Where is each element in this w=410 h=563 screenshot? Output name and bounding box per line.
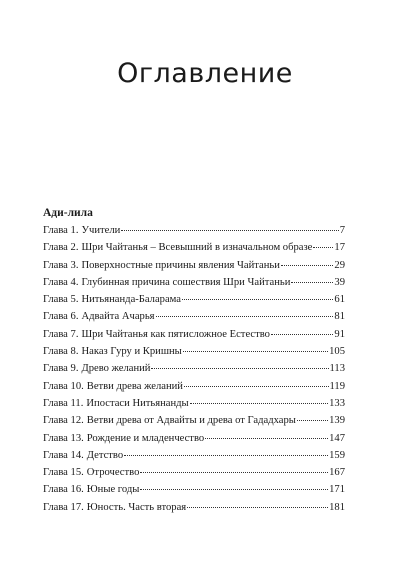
toc-entry bbox=[43, 481, 345, 498]
toc-entry bbox=[43, 257, 345, 274]
toc-entry bbox=[43, 430, 345, 447]
toc-chapter-number: Глава 6. bbox=[43, 311, 79, 323]
toc-entry bbox=[43, 326, 345, 343]
toc-dot-leader bbox=[151, 368, 328, 369]
toc-chapter-number: Глава 5. bbox=[43, 294, 79, 306]
toc-chapter-title: Ипостаси Нитьянанды bbox=[86, 397, 189, 409]
toc-page-number: 17 bbox=[334, 242, 345, 254]
toc-entry bbox=[43, 360, 345, 377]
toc-chapter-number: Глава 9. bbox=[43, 363, 79, 375]
toc-entry bbox=[43, 447, 345, 464]
toc-chapter-number: Глава 11. bbox=[43, 397, 84, 409]
toc-entry bbox=[43, 343, 345, 360]
toc-chapter-title: Отрочество bbox=[86, 467, 140, 479]
toc-entry bbox=[43, 291, 345, 308]
toc-dot-leader bbox=[124, 455, 328, 456]
toc-dot-leader bbox=[121, 230, 338, 231]
toc-dot-leader bbox=[140, 489, 328, 490]
toc-chapter-number: Глава 4. bbox=[43, 276, 79, 288]
toc-chapter-number: Глава 1. bbox=[43, 225, 79, 236]
toc-entry bbox=[43, 464, 345, 481]
table-of-contents bbox=[43, 222, 345, 516]
toc-dot-leader bbox=[140, 472, 328, 473]
toc-entry bbox=[43, 308, 345, 325]
toc-chapter-number: Глава 7. bbox=[43, 328, 79, 340]
toc-page-number: 29 bbox=[334, 259, 345, 271]
toc-page-number: 147 bbox=[329, 432, 345, 444]
toc-page-number: 119 bbox=[329, 380, 345, 392]
toc-entry bbox=[43, 274, 345, 291]
toc-chapter-number: Глава 8. bbox=[43, 346, 79, 358]
toc-page-number: 113 bbox=[329, 363, 345, 375]
toc-page-number: 171 bbox=[329, 484, 345, 496]
toc-chapter-title: Учители bbox=[81, 225, 121, 236]
toc-page-number: 7 bbox=[339, 225, 345, 236]
toc-page-number: 105 bbox=[329, 346, 345, 358]
toc-chapter-title: Древо желаний bbox=[81, 363, 151, 375]
toc-chapter-number: Глава 17. bbox=[43, 501, 84, 513]
toc-chapter-title: Адвайта Ачарья bbox=[81, 311, 155, 323]
toc-dot-leader bbox=[190, 403, 328, 404]
toc-chapter-number: Глава 13. bbox=[43, 432, 84, 444]
toc-page-number: 61 bbox=[334, 294, 345, 306]
toc-page-number: 91 bbox=[334, 328, 345, 340]
page-title: Оглавление bbox=[117, 58, 293, 89]
toc-dot-leader bbox=[183, 351, 328, 352]
toc-entry bbox=[43, 412, 345, 429]
toc-chapter-title: Ветви древа желаний bbox=[86, 380, 183, 392]
toc-page-number: 159 bbox=[329, 449, 345, 461]
toc-dot-leader bbox=[313, 247, 333, 248]
toc-chapter-title: Глубинная причина сошествия Шри Чайтаньи bbox=[81, 276, 291, 288]
toc-dot-leader bbox=[205, 438, 328, 439]
toc-dot-leader bbox=[184, 386, 329, 387]
toc-chapter-title: Шри Чайтанья как пятисложное Естество bbox=[81, 328, 270, 340]
toc-dot-leader bbox=[187, 507, 328, 508]
toc-page-number: 139 bbox=[329, 415, 345, 427]
toc-dot-leader bbox=[156, 316, 334, 317]
toc-dot-leader bbox=[182, 299, 333, 300]
toc-entry bbox=[43, 378, 345, 395]
toc-chapter-number: Глава 16. bbox=[43, 484, 84, 496]
toc-page-number: 181 bbox=[329, 501, 345, 513]
toc-page-number: 133 bbox=[329, 397, 345, 409]
toc-chapter-title: Юность. Часть вторая bbox=[86, 501, 187, 513]
toc-page-number: 81 bbox=[334, 311, 345, 323]
toc-chapter-title: Поверхностные причины явления Чайтаньи bbox=[81, 259, 280, 271]
toc-entry bbox=[43, 395, 345, 412]
toc-page-number: 167 bbox=[329, 467, 345, 479]
section-heading: Ади-лила bbox=[43, 207, 93, 219]
toc-entry bbox=[43, 499, 345, 516]
toc-chapter-number: Глава 3. bbox=[43, 259, 79, 271]
toc-chapter-title: Шри Чайтанья – Всевышний в изначальном образе bbox=[81, 242, 313, 254]
toc-chapter-number: Глава 2. bbox=[43, 242, 79, 254]
toc-chapter-number: Глава 14. bbox=[43, 449, 84, 461]
toc-chapter-title: Детство bbox=[86, 449, 124, 461]
toc-chapter-title: Ветви древа от Адвайты и древа от Гададхары bbox=[86, 415, 296, 427]
toc-dot-leader bbox=[281, 265, 334, 266]
toc-dot-leader bbox=[271, 334, 333, 335]
toc-entry bbox=[43, 222, 345, 239]
toc-page-number: 39 bbox=[334, 276, 345, 288]
toc-chapter-title: Рождение и младенчество bbox=[86, 432, 205, 444]
toc-chapter-number: Глава 10. bbox=[43, 380, 84, 392]
toc-dot-leader bbox=[297, 420, 328, 421]
toc-chapter-number: Глава 12. bbox=[43, 415, 84, 427]
toc-chapter-title: Юные годы bbox=[86, 484, 140, 496]
toc-entry bbox=[43, 239, 345, 256]
toc-chapter-title: Нитьянанда-Баларама bbox=[81, 294, 181, 306]
toc-chapter-number: Глава 15. bbox=[43, 467, 84, 479]
toc-dot-leader bbox=[291, 282, 333, 283]
toc-chapter-title: Наказ Гуру и Кришны bbox=[81, 346, 182, 358]
